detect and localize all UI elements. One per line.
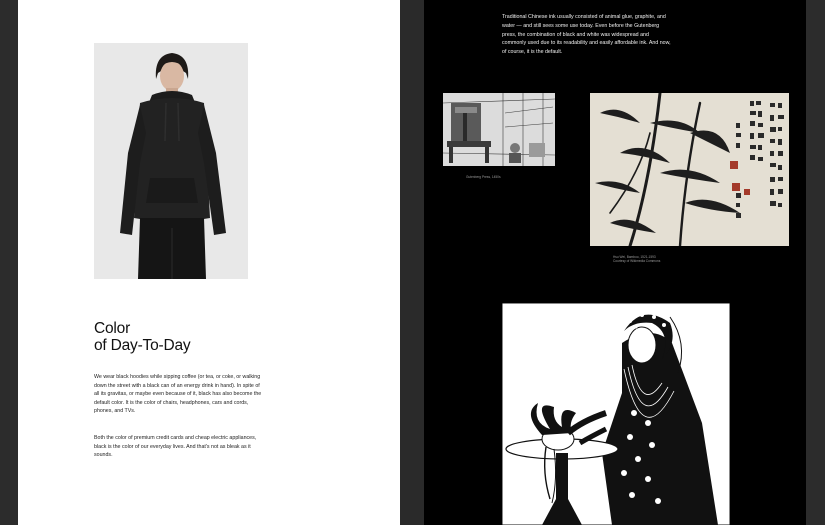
title-line-1: Color — [94, 320, 131, 337]
intro-paragraph: Traditional Chinese ink usually consisted of animal glue, graphite, and water — and still sees some use today. Even before the Gutenberg press, the combination of black and white was widespread and commonly used due to its readability and easily affordable ink. And now, of course, it is the default. — [502, 14, 671, 56]
title-line-2: of Day-To-Day — [94, 337, 191, 354]
left-page — [18, 0, 400, 525]
left-edge — [0, 0, 18, 525]
hoodie-model-photo — [94, 43, 248, 279]
right-edge — [806, 0, 825, 525]
gutenberg-caption: Gutenberg Press, 1450s — [466, 175, 501, 179]
page-title — [94, 320, 354, 354]
bamboo-caption-line-2: Courtesy of Wikimedia Commons — [613, 259, 661, 263]
body-paragraph-1: We wear black hoodies while sipping coffee (or tea, or coke, or walking down the street with a black can of an energy drink in hand). In spite of all its gravitas, or maybe even because of it, black has also become the default color. It is the color of chairs, headphones, cars and cords, phones, and TVs. — [94, 374, 262, 415]
page-gutter — [400, 0, 424, 525]
gutenberg-press-engraving — [443, 93, 555, 166]
beardsley-illustration — [502, 303, 730, 525]
body-paragraph-2: Both the color of premium credit cards and cheap electric appliances, black is the color of our everyday lives. And that's not as bleak as it sounds. — [94, 435, 257, 459]
bamboo-caption-line-1: Hsu Wei, Bamboo, 1521-1593 — [613, 255, 656, 259]
bamboo-ink-painting — [590, 93, 789, 246]
right-page — [424, 0, 806, 525]
